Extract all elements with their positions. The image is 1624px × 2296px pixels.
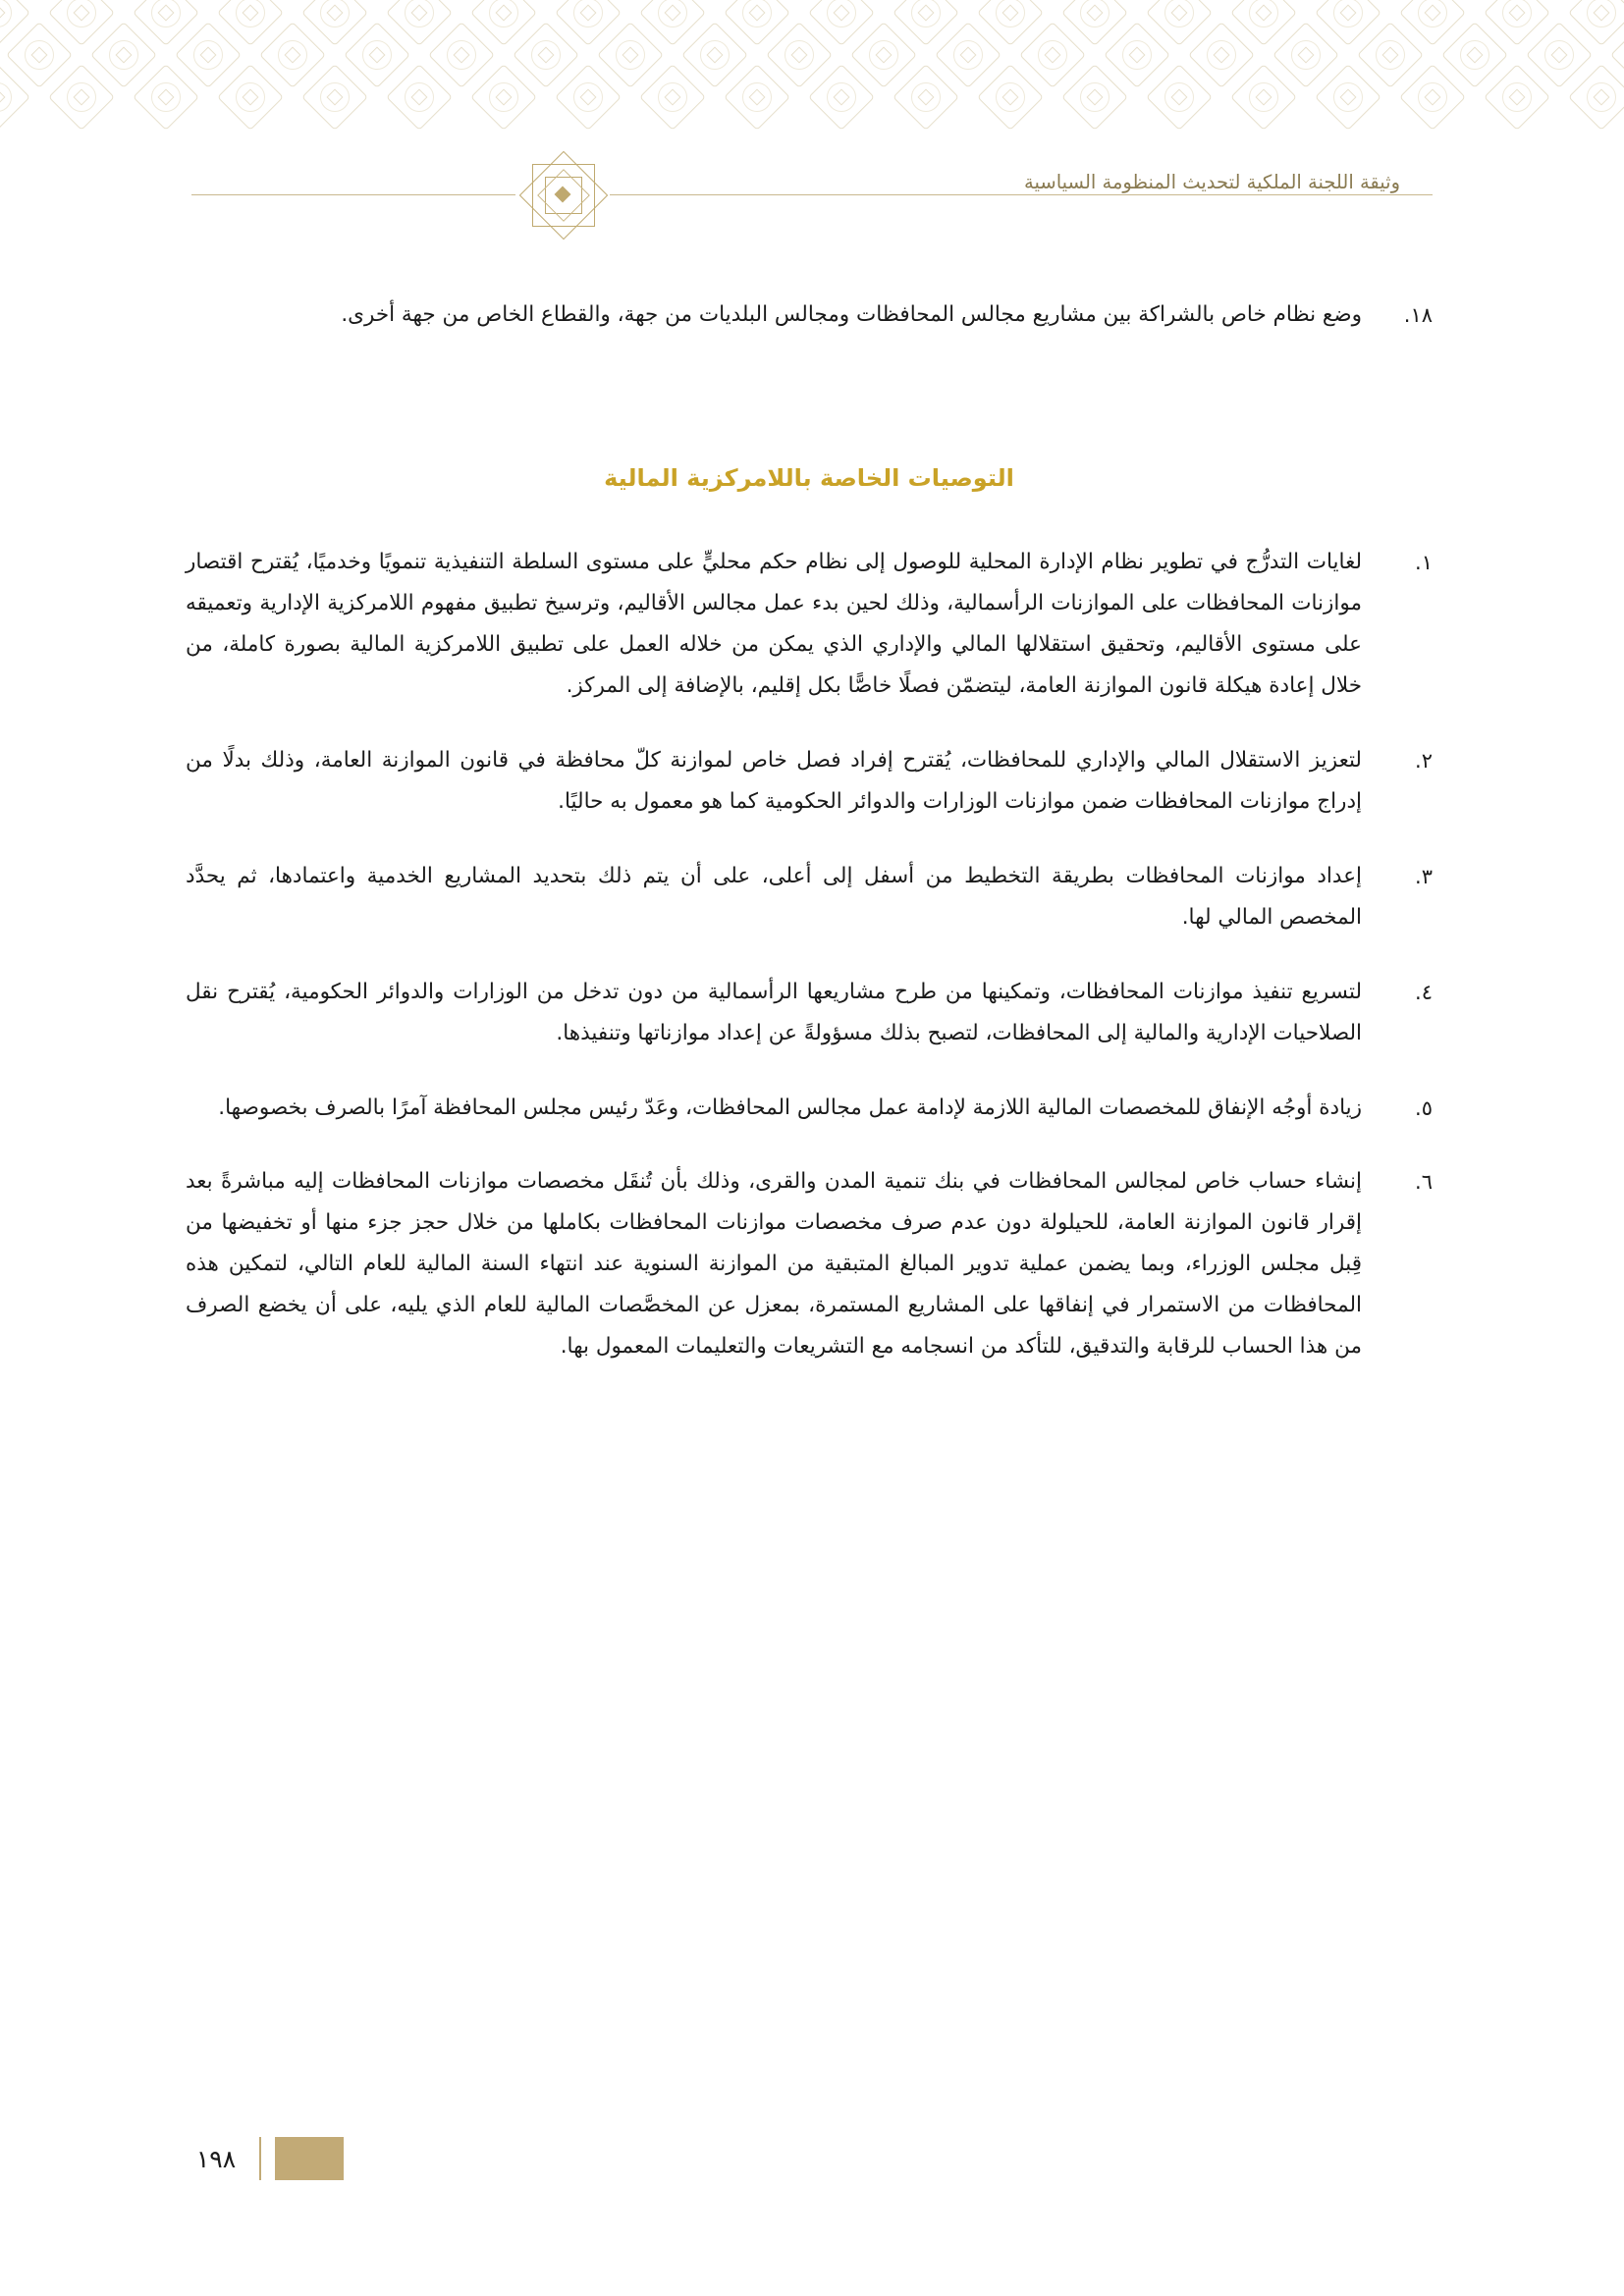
list-item-number: ١٨. [1403,303,1433,327]
document-title: وثيقة اللجنة الملكية لتحديث المنظومة السياسية [1014,173,1418,192]
list-item [186,1088,1433,1129]
page-number: ١٩٨ [195,2144,237,2173]
list-item [186,856,1433,938]
list-item-number: ٦. [1415,1170,1433,1195]
list-item-text: زيادة أوجُه الإنفاق للمخصصات المالية اللازمة لإدامة عمل مجالس المحافظات، وعَدّ رئيس مجلس المحافظة آمرًا بالصرف بخصوصها. [218,1095,1362,1120]
list-item-number: ٥. [1415,1095,1433,1120]
ornamental-medallion-icon [515,147,610,241]
list-item-text: إعداد موازنات المحافظات بطريقة التخطيط من أسفل إلى أعلى، على أن يتم ذلك بتحديد المشاريع الخدمية واعتمادها، ثم يحدَّد المخصص المالي لها. [186,863,1362,930]
list-item-number: ٤. [1415,980,1433,1004]
section-heading: التوصيات الخاصة باللامركزية المالية [604,463,1014,492]
list-item-number: ١. [1415,551,1433,575]
footer-divider [259,2137,261,2180]
list-item-number: ٢. [1415,749,1433,774]
header-divider [191,194,1433,195]
list-item-text: إنشاء حساب خاص لمجالس المحافظات في بنك تنمية المدن والقرى، وذلك بأن تُنقَل مخصصات موازنات المحافظات إليه مباشرةً بعد إقرار قانون الموازنة العامة، للحيلولة دون عدم صرف مخصصات موازنات المحافظات بكاملها من خلال حجز جزء منها أو تخفيضها من قِبل مجلس الوزراء، وبما يضمن عملية تدوير المبالغ المتبقية من الموازنة السنوية عند انتهاء السنة المالية للعام التالي، لتمكين هذه المحافظات من الاستمرار في إنفاقها على المشاريع المستمرة، بمعزل عن المخصَّصات المالية للعام الذي يليه، على أن يخضع الصرف من هذا الحساب للرقابة والتدقيق، للتأكد من انسجامه مع التشريعات والتعليمات المعمول بها. [186,1169,1362,1360]
page-content [186,294,1433,1401]
list-item [186,542,1433,707]
list-item [186,294,1433,336]
list-item-text: لتعزيز الاستقلال المالي والإداري للمحافظات، يُقترح إفراد فصل خاص لموازنة كلّ محافظة في قانون الموازنة العامة، وذلك بدلًا من إدراج موازنات المحافظات ضمن موازنات الوزارات والدوائر الحكومية كما هو معمول به حاليًا. [186,748,1362,814]
ornamental-header-pattern [0,0,1624,172]
list-item [186,972,1433,1054]
footer-color-block [275,2137,344,2180]
page-footer [187,2137,344,2180]
spacer [186,369,1433,459]
list-item-text: لغايات التدرُّج في تطوير نظام الإدارة المحلية للوصول إلى نظام حكم محليٍّ على مستوى السلطة التنفيذية تنمويًا وخدميًا، يُقترح اقتصار موازنات المحافظات على الموازنات الرأسمالية، وذلك لحين بدء عمل مجالس الأقاليم، وترسيخ تطبيق مفهوم اللامركزية الإدارية وتعميقه على مستوى الأقاليم، وتحقيق استقلالها المالي والإداري الذي يمكن من خلاله العمل على تطبيق اللامركزية المالية بصورة كاملة، من خلال إعادة هيكلة قانون الموازنة العامة، ليتضمّن فصلًا خاصًّا بكل إقليم، بالإضافة إلى المركز. [186,550,1362,699]
list-item-text: وضع نظام خاص بالشراكة بين مشاريع مجالس المحافظات ومجالس البلديات من جهة، والقطاع الخاص من جهة أخرى. [341,302,1362,327]
list-item [186,1161,1433,1367]
list-item-text: لتسريع تنفيذ موازنات المحافظات، وتمكينها من طرح مشاريعها الرأسمالية من دون تدخل من الوزارات والدوائر الحكومية، يُقترح نقل الصلاحيات الإدارية والمالية إلى المحافظات، لتصبح بذلك مسؤولةً عن إعداد موازناتها وتنفيذها. [186,979,1362,1045]
list-item-number: ٣. [1415,864,1433,888]
page-header [191,157,1433,216]
list-item [186,740,1433,823]
